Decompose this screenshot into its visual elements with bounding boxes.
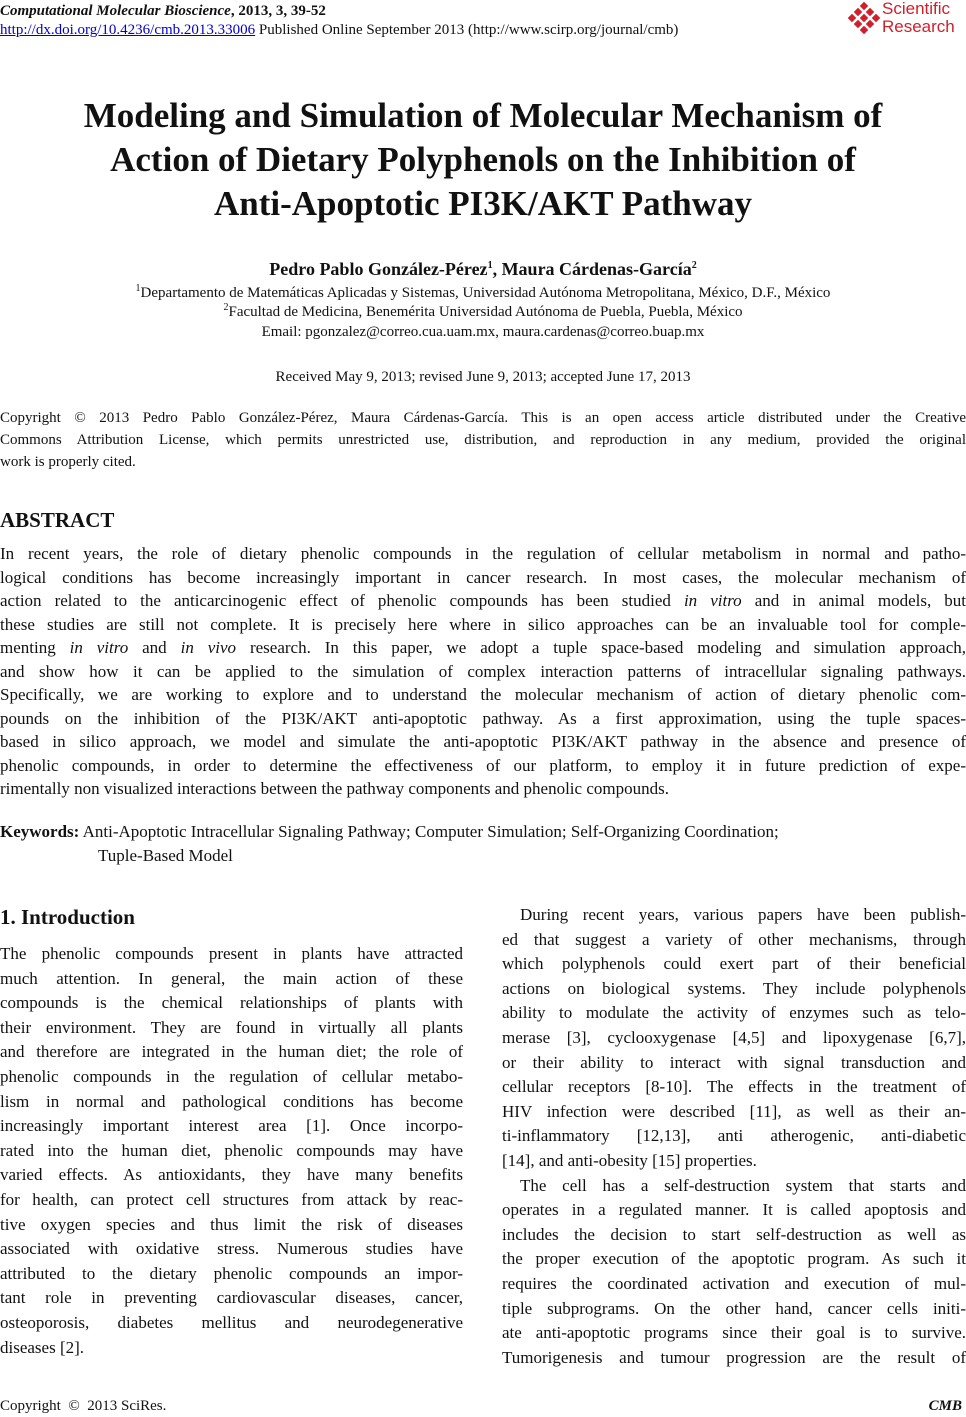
body-line: HIV infection were described [11], as well as their an- bbox=[502, 1101, 966, 1121]
body-line: diseases [2]. bbox=[0, 1337, 85, 1357]
abstract-line: Specifically, we are working to explore and to understand the molecular mechanism of action of dietary phenolic com- bbox=[0, 685, 966, 704]
body-line: compounds is the chemical relationships of plants with bbox=[0, 993, 463, 1013]
body-line: their environment. They are found in virtually all plants bbox=[0, 1017, 463, 1037]
body-line: for health, can protect cell structures from attack by reac- bbox=[0, 1189, 463, 1209]
affiliation-1-text: Departamento de Matemáticas Aplicadas y Sistemas, Universidad Autónoma Metropolitana, México, D.F., México bbox=[140, 285, 831, 301]
text-run: menting bbox=[0, 638, 70, 657]
logo-diamond-icon bbox=[848, 2, 880, 38]
logo-line-1: Scientific bbox=[882, 0, 951, 18]
body-line: During recent years, various papers have been publish- bbox=[520, 905, 966, 924]
body-line: lism in normal and pathological conditions has become bbox=[0, 1091, 463, 1111]
copyright-line: work is properly cited. bbox=[0, 454, 136, 470]
abstract-line: In recent years, the role of dietary phenolic compounds in the regulation of cellular metabolism in normal and patho- bbox=[0, 544, 966, 563]
body-line: [14], and anti-obesity [15] properties. bbox=[502, 1150, 757, 1170]
body-line: ti-inflammatory [12,13], anti atherogenic, anti-diabetic bbox=[502, 1126, 966, 1146]
body-line: The phenolic compounds present in plants have attracted bbox=[0, 944, 463, 963]
affiliation-2-text: Facultad de Medicina, Benemérita Universidad Autónoma de Puebla, Puebla, México bbox=[228, 304, 743, 320]
body-line: rated into the human diet, phenolic compounds may have bbox=[0, 1140, 463, 1160]
affiliation-1 bbox=[0, 284, 966, 303]
body-line: and therefore are integrated in the human diet; the role of bbox=[0, 1042, 463, 1062]
body-line: includes the decision to start self-destruction as well as bbox=[502, 1224, 966, 1244]
received-dates: Received May 9, 2013; revised June 9, 2013; accepted June 17, 2013 bbox=[275, 369, 691, 385]
copyright-line: Commons Attribution License, which permits unrestricted use, distribution, and reproduction in any medium, provided the original bbox=[0, 432, 966, 448]
keywords-line-2: Tuple-Based Model bbox=[98, 846, 233, 865]
body-line: tant role in preventing cardiovascular diseases, cancer, bbox=[0, 1288, 463, 1308]
affiliation-1-sup: 1 bbox=[135, 283, 141, 294]
text-run: action related to the anticarcinogenic effect of phenolic compounds has been studied bbox=[0, 591, 684, 610]
affiliation-2-sup: 2 bbox=[223, 302, 229, 313]
intro-right-column bbox=[502, 903, 966, 1370]
published-text: Published Online September 2013 (http://www.scirp.org/journal/cmb) bbox=[255, 22, 679, 38]
italic-run: in vitro bbox=[683, 591, 742, 610]
abstract-heading: ABSTRACT bbox=[0, 508, 115, 532]
body-line: tive oxygen species and thus limit the risk of diseases bbox=[0, 1214, 463, 1234]
author-1-sup: 1 bbox=[487, 260, 493, 271]
doi-link[interactable]: http://dx.doi.org/10.4236/cmb.2013.33006 bbox=[0, 22, 256, 38]
body-line: ability to modulate the activity of enzymes such as telo- bbox=[502, 1003, 966, 1023]
author-2-sup: 2 bbox=[691, 260, 697, 271]
author-separator: , bbox=[492, 259, 502, 279]
body-line: The cell has a self-destruction system that starts and bbox=[520, 1175, 966, 1195]
abstract-line: based in silico approach, we model and simulate the anti-apoptotic PI3K/AKT pathway in the absence and presence of bbox=[0, 732, 966, 751]
body-line: phenolic compounds in the regulation of cellular metabo- bbox=[0, 1066, 463, 1086]
abstract-line: pounds on the inhibition of the PI3K/AKT anti-apoptotic pathway. As a first approximation, using the tuple spaces- bbox=[0, 708, 966, 728]
body-line: associated with oxidative stress. Numerous studies have bbox=[0, 1239, 463, 1259]
title-line: Anti-Apoptotic PI3K/AKT Pathway bbox=[214, 184, 752, 223]
author-2: Maura Cárdenas-García bbox=[501, 259, 692, 279]
body-line: operates in a regulated manner. It is called apoptosis and bbox=[502, 1200, 966, 1220]
italic-run: in vivo bbox=[180, 638, 237, 657]
author-1: Pedro Pablo González-Pérez bbox=[269, 259, 488, 279]
keywords-label: Keywords: bbox=[0, 822, 80, 841]
body-line: Tumorigenesis and tumour progression are the result of bbox=[502, 1347, 966, 1367]
abstract-line: these studies are still not complete. It is precisely here where in silico approaches can be an invaluable tool for comple- bbox=[0, 614, 966, 634]
body-line: increasingly important interest area [1]. Once incorpo- bbox=[0, 1116, 463, 1136]
text-run: and bbox=[128, 638, 181, 657]
body-line: attributed to the dietary phenolic compounds an impor- bbox=[0, 1263, 463, 1283]
keywords bbox=[0, 820, 779, 844]
doi-line bbox=[0, 21, 678, 39]
logo-text bbox=[882, 0, 955, 36]
title-line: Modeling and Simulation of Molecular Mechanism of bbox=[83, 96, 883, 135]
abstract-line bbox=[0, 636, 966, 660]
logo-line-2: Research bbox=[882, 17, 955, 36]
footer-journal-abbrev: CMB bbox=[928, 1398, 962, 1414]
abstract-line: and show how it can be applied to the simulation of complex interaction patterns of intracellular signaling pathways. bbox=[0, 661, 966, 681]
copyright-line: Copyright © 2013 Pedro Pablo González-Pérez, Maura Cárdenas-García. This is an open access article distributed under the Creative bbox=[0, 410, 966, 426]
affiliation-2 bbox=[0, 303, 966, 322]
italic-run: in vitro bbox=[69, 638, 129, 657]
journal-citation bbox=[0, 2, 326, 20]
body-line: the proper execution of the apoptotic program. As such it bbox=[502, 1249, 966, 1269]
body-line: actions on biological systems. They include polyphenols bbox=[502, 978, 966, 998]
email-line: Email: pgonzalez@correo.cua.uam.mx, maura.cardenas@correo.buap.mx bbox=[261, 324, 705, 340]
body-line: cellular receptors [8-10]. The effects in the treatment of bbox=[502, 1077, 966, 1097]
abstract-body bbox=[0, 542, 966, 801]
journal-name: Computational Molecular Bioscience bbox=[0, 3, 231, 19]
scientific-research-logo bbox=[848, 0, 966, 40]
journal-issue: , 2013, 3, 39-52 bbox=[230, 3, 326, 19]
title-line: Action of Dietary Polyphenols on the Inhibition of bbox=[110, 140, 856, 179]
abstract-line: rimentally non visualized interactions between the pathway components and phenolic compounds. bbox=[0, 779, 669, 798]
abstract-line bbox=[0, 589, 966, 613]
body-line: requires the coordinated activation and execution of mul- bbox=[502, 1273, 966, 1293]
text-run: research. In this paper, we adopt a tuple space-based modeling and simulation approach, bbox=[236, 638, 966, 657]
body-line: osteoporosis, diabetes mellitus and neurodegenerative bbox=[0, 1312, 463, 1332]
body-line: tiple subprograms. On the other hand, cancer cells initi- bbox=[502, 1298, 966, 1318]
text-run: and in animal models, but bbox=[741, 591, 966, 610]
section-heading-introduction: 1. Introduction bbox=[0, 905, 135, 929]
body-line: merase [3], cyclooxygenase [4,5] and lipoxygenase [6,7], bbox=[502, 1027, 966, 1047]
author-list bbox=[0, 257, 966, 281]
keywords-line-1: Anti-Apoptotic Intracellular Signaling Pathway; Computer Simulation; Self-Organizing Coordination; bbox=[79, 822, 779, 841]
abstract-line: phenolic compounds, in order to determine the effectiveness of our platform, to employ it in future prediction of expe- bbox=[0, 755, 966, 775]
paper-title bbox=[20, 94, 946, 226]
abstract-line: logical conditions has become increasingly important in cancer research. In most cases, the molecular mechanism of bbox=[0, 567, 966, 587]
intro-left-column bbox=[0, 942, 463, 1360]
body-line: ed that suggest a variety of other mechanisms, through bbox=[502, 929, 966, 949]
body-line: ate anti-apoptotic programs since their goal is to survive. bbox=[502, 1323, 966, 1343]
footer-copyright: Copyright © 2013 SciRes. bbox=[0, 1398, 167, 1414]
body-line: which polyphenols could exert part of their beneficial bbox=[502, 954, 966, 974]
body-line: or their ability to interact with signal transduction and bbox=[502, 1052, 966, 1072]
body-line: much attention. In general, the main action of these bbox=[0, 968, 463, 988]
copyright-notice bbox=[0, 407, 966, 473]
body-line: varied effects. As antioxidants, they have many benefits bbox=[0, 1165, 463, 1185]
